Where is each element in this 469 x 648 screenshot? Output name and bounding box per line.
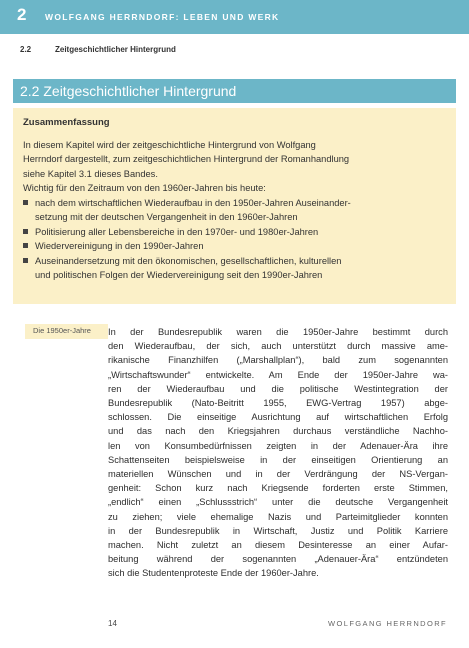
square-bullet-icon (23, 243, 28, 248)
subheader-number: 2.2 (20, 45, 32, 54)
body-line: materiellen Wünschen und in der Verdrängung der NS-Vergan- (108, 469, 448, 480)
summary-bullet-item (23, 254, 453, 283)
summary-bullet-line: setzung mit der deutschen Vergangenheit in den 1960er-Jahren (35, 212, 298, 223)
summary-bullet-list (23, 196, 453, 282)
square-bullet-icon (23, 229, 28, 234)
body-line: beitung während der sogenannten „Adenauer-Ära“ entzündeten (108, 554, 448, 565)
page-number: 14 (108, 619, 117, 628)
margin-note-label: Die 1950er-Jahre (33, 326, 91, 335)
summary-bullet-item (23, 239, 453, 253)
summary-bullet-line: Auseinandersetzung mit den ökonomischen, gesellschaftlichen, kulturellen (35, 255, 342, 266)
summary-intro (23, 138, 448, 196)
summary-intro-line: Wichtig für den Zeitraum von den 1960er-Jahren bis heute: (23, 183, 266, 194)
body-line: Schattenseiten beispielsweise in der einseitigen Orientierung an (108, 454, 448, 465)
summary-bullet-item (23, 225, 453, 239)
summary-intro-line: In diesem Kapitel wird der zeitgeschichtliche Hintergrund von Wolfgang (23, 140, 316, 150)
body-line: machen. Nicht zuletzt an diesem Desinteresse an einer Aufar- (108, 540, 448, 551)
summary-intro-line: Herrndorf dargestellt, zum zeitgeschichtlichen Hintergrund der Romanhandlung (23, 154, 350, 165)
summary-heading: Zusammenfassung (23, 117, 110, 128)
summary-bullet-line: Wiedervereinigung in den 1990er-Jahren (35, 241, 204, 252)
summary-intro-line: siehe Kapitel 3.1 dieses Bandes. (23, 168, 158, 179)
summary-bullet-item (23, 196, 453, 225)
subheader-title: Zeitgeschichtlicher Hintergrund (55, 45, 176, 54)
body-line: und das nach den Kriegsjahren durchaus verständliche Nachho- (108, 426, 448, 437)
summary-bullet-line: und politischen Folgen der Wiedervereinigung seit den 1990er-Jahren (35, 270, 323, 281)
margin-note (25, 324, 108, 339)
chapter-header-bar (0, 0, 469, 34)
body-line: in der Bundesrepublik in Wirtschaft, Justiz und Politik Karriere (108, 525, 448, 536)
body-line: schlossen. Die einseitige Ausrichtung auf wirtschaftlichen Erfolg (108, 412, 448, 423)
body-line: sich die Studentenproteste Ende der 1960er-Jahre. (108, 568, 319, 579)
summary-box (13, 108, 456, 304)
body-paragraph (108, 325, 448, 581)
body-line: len von Konsumbedürfnissen zeigten in der Adenauer-Ära ihre (108, 440, 448, 451)
body-line: Bundesrepublik (Nato-Beitritt 1955, EWG-Vertrag 1957) abge- (108, 398, 448, 409)
square-bullet-icon (23, 258, 28, 263)
chapter-title: WOLFGANG HERRNDORF: LEBEN UND WERK (45, 12, 280, 22)
chapter-number: 2 (17, 5, 27, 24)
section-title-bar (13, 79, 456, 103)
body-line: In der Bundesrepublik waren die 1950er-Jahre bestimmt durch (108, 327, 448, 337)
body-line: „Wirtschaftswunder“ entwickelte. Am Ende der 1950er-Jahre wa- (108, 369, 448, 380)
body-line: genheit: Schon kurz nach Kriegsende forderten erste Stimmen, (108, 483, 448, 494)
section-title: 2.2 Zeitgeschichtlicher Hintergrund (20, 83, 237, 99)
body-line: zu ziehen; viele ehemalige Nazis und Parteimitglieder konnten (108, 511, 448, 522)
body-line: ren der Wiederaufbau und die politische Westintegration der (108, 383, 448, 394)
square-bullet-icon (23, 200, 28, 205)
summary-bullet-line: Politisierung aller Lebensbereiche in den 1970er- und 1980er-Jahren (35, 226, 319, 237)
summary-bullet-line: nach dem wirtschaftlichen Wiederaufbau in den 1950er-Jahren Auseinander- (35, 198, 351, 208)
body-line: rikanische Finanzhilfen („Marshallplan“), bald zum sogenannten (108, 355, 448, 366)
body-line: „endlich“ einen „Schlussstrich“ unter die deutsche Vergangenheit (108, 497, 448, 508)
footer-author: WOLFGANG HERRNDORF (328, 619, 447, 628)
body-line: den Wiederaufbau, der sich, auch unterstützt durch massive ame- (108, 341, 448, 352)
